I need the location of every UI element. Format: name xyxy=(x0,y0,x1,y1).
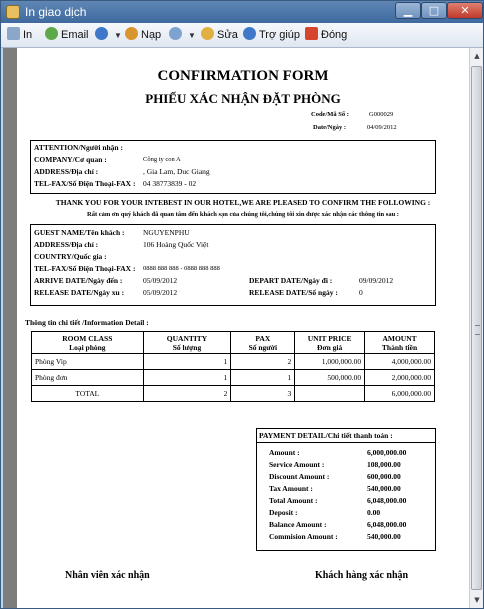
total-label: TOTAL xyxy=(32,386,144,402)
intro-english: THANK YOU FOR YOUR INTEBEST IN OUR HOTEL,WE ARE PLEASED TO CONFIRM THE FOLLOWING : xyxy=(55,198,431,207)
qty-cell: 1 xyxy=(143,370,231,386)
title-bar[interactable] xyxy=(1,1,483,23)
table-row xyxy=(32,370,435,386)
payment-label: Discount Amount : xyxy=(269,472,330,481)
guest-telfax-label: TEL-FAX/Số Điện Thoại-FAX : xyxy=(34,264,136,273)
table-row xyxy=(32,354,435,370)
total-amount: 6,000,000.00 xyxy=(365,386,435,402)
refresh-dropdown[interactable] xyxy=(95,27,122,44)
minimize-button[interactable]: ▁ xyxy=(395,2,421,19)
recipient-telfax-label: TEL-FAX/Số Điện Thoại-FAX : xyxy=(34,179,136,188)
detail-table xyxy=(31,331,435,402)
document-viewer xyxy=(3,48,483,608)
pax-header: PAX Số người xyxy=(231,332,295,354)
qty-cell: 1 xyxy=(143,354,231,370)
guest-address-value: 106 Hoàng Quốc Việt xyxy=(143,240,209,249)
load-label: Nạp xyxy=(141,29,162,41)
close-window-button[interactable]: ✕ xyxy=(447,2,483,19)
quantity-header: QUANTITY Số lượng xyxy=(143,332,231,354)
maximize-button[interactable]: □ xyxy=(421,2,447,19)
depart-date-value: 09/09/2012 xyxy=(359,276,394,285)
payment-value: 540,000.00 xyxy=(367,484,401,493)
payment-label: Total Amount : xyxy=(269,496,318,505)
chevron-down-icon: ▼ xyxy=(114,31,122,40)
recipient-address-label: ADDRESS/Địa chỉ : xyxy=(34,167,99,176)
scroll-thumb[interactable] xyxy=(471,66,482,590)
print-label: In xyxy=(23,29,33,41)
confirmation-page xyxy=(17,48,469,608)
amount-header: AMOUNT Thành tiền xyxy=(365,332,435,354)
printer-icon xyxy=(7,27,20,40)
release-days-value: 0 xyxy=(359,288,363,297)
amount-cell: 2,000,000.00 xyxy=(365,370,435,386)
pax-cell: 1 xyxy=(231,370,295,386)
payment-value: 0.00 xyxy=(367,508,381,517)
payment-label: Balance Amount : xyxy=(269,520,327,529)
release-date-value: 05/09/2012 xyxy=(143,288,178,297)
payment-label: Tax Amount : xyxy=(269,484,313,493)
price-cell: 500,000.00 xyxy=(295,370,365,386)
guest-telfax-value: 0888 888 888 - 0888 888 888 xyxy=(143,265,220,272)
grip-icon xyxy=(475,325,480,335)
payment-divider xyxy=(256,442,436,443)
help-icon xyxy=(243,27,256,40)
release-date-label: RELEASE DATE/Ngày xu : xyxy=(34,288,125,297)
print-button[interactable] xyxy=(7,27,32,43)
payment-value: 540,000.00 xyxy=(367,532,401,541)
wand-icon xyxy=(201,27,214,40)
form-subtitle: PHIẾU XÁC NHẬN ĐẶT PHÒNG xyxy=(145,91,341,106)
recipient-address-value: , Gia Lam, Duc Giang xyxy=(143,167,210,176)
zoom-dropdown[interactable] xyxy=(169,27,196,44)
close-button[interactable] xyxy=(305,27,347,43)
company-label: COMPANY/Cơ quan : xyxy=(34,155,107,164)
refresh-icon xyxy=(95,27,108,40)
date-label: Date/Ngày : xyxy=(313,124,347,131)
company-value: Công ty con A xyxy=(143,156,181,163)
attention-label: ATTENTION/Người nhận : xyxy=(34,143,123,152)
payment-heading: PAYMENT DETAIL/Chi tiết thanh toán : xyxy=(259,431,393,440)
scroll-up-icon[interactable]: ▲ xyxy=(474,52,480,60)
help-button[interactable] xyxy=(243,27,300,43)
payment-value: 6,048,000.00 xyxy=(367,496,407,505)
load-button[interactable] xyxy=(125,27,161,43)
app-icon xyxy=(6,5,20,19)
edit-label: Sửa xyxy=(217,29,238,41)
payment-label: Amount : xyxy=(269,448,300,457)
payment-label: Deposit : xyxy=(269,508,298,517)
arrive-date-value: 05/09/2012 xyxy=(143,276,178,285)
total-price-empty xyxy=(295,386,365,402)
date-value: 04/09/2012 xyxy=(367,124,397,131)
detail-header-row xyxy=(32,332,435,354)
guest-address-label: ADDRESS/Địa chỉ : xyxy=(34,240,99,249)
edit-button[interactable] xyxy=(201,27,238,43)
toolbar xyxy=(1,23,483,48)
payment-value: 600,000.00 xyxy=(367,472,401,481)
depart-date-label: DEPART DATE/Ngày đi : xyxy=(249,276,333,285)
guest-name-value: NGUYENPHU xyxy=(143,228,190,237)
vertical-scrollbar[interactable] xyxy=(469,48,483,608)
chevron-down-icon: ▼ xyxy=(188,31,196,40)
close-icon xyxy=(305,27,318,40)
intro-vietnamese: Rất cảm ơn quý khách đã quan tâm đến khách sạn của chúng tôi,chúng tôi xin được xác nhận các thông tin sau : xyxy=(87,211,399,218)
help-label: Trợ giúp xyxy=(259,29,301,41)
room-class-header: ROOM CLASS Loại phòng xyxy=(32,332,144,354)
email-icon xyxy=(45,27,58,40)
guest-country-label: COUNTRY/Quốc gia : xyxy=(34,252,107,261)
room-cell: Phòng Vip xyxy=(32,354,144,370)
total-pax: 3 xyxy=(231,386,295,402)
payment-label: Service Amount : xyxy=(269,460,325,469)
total-row xyxy=(32,386,435,402)
unit-price-header: UNIT PRICE Đơn giá xyxy=(295,332,365,354)
window-title: In giao dịch xyxy=(25,5,87,19)
payment-value: 108,000.00 xyxy=(367,460,401,469)
magnifier-icon xyxy=(169,27,182,40)
release-days-label: RELEASE DATE/Số ngày : xyxy=(249,288,338,297)
recipient-telfax-value: 04 38773839 - 02 xyxy=(143,179,197,188)
staff-signature-label: Nhân viên xác nhận xyxy=(65,570,150,581)
amount-cell: 4,000,000.00 xyxy=(365,354,435,370)
room-cell: Phòng đơn xyxy=(32,370,144,386)
arrive-date-label: ARRIVE DATE/Ngày đến : xyxy=(34,276,123,285)
guest-name-label: GUEST NAME/Tên khách : xyxy=(34,228,125,237)
email-button[interactable] xyxy=(45,27,89,43)
price-cell: 1,000,000.00 xyxy=(295,354,365,370)
payment-value: 6,000,000.00 xyxy=(367,448,407,457)
detail-heading: Thông tin chi tiết /Information Detail : xyxy=(25,318,149,327)
form-title: CONFIRMATION FORM xyxy=(157,68,329,84)
total-qty: 2 xyxy=(143,386,231,402)
code-label: Code/Mã Số : xyxy=(311,111,349,118)
email-label: Email xyxy=(61,29,89,41)
close-label: Đóng xyxy=(321,29,348,41)
scroll-down-icon[interactable]: ▼ xyxy=(474,596,480,604)
pax-cell: 2 xyxy=(231,354,295,370)
payment-value: 6,048,000.00 xyxy=(367,520,407,529)
funnel-icon xyxy=(125,27,138,40)
payment-label: Commision Amount : xyxy=(269,532,338,541)
code-value: G000029 xyxy=(369,111,394,118)
customer-signature-label: Khách hàng xác nhận xyxy=(315,570,409,581)
